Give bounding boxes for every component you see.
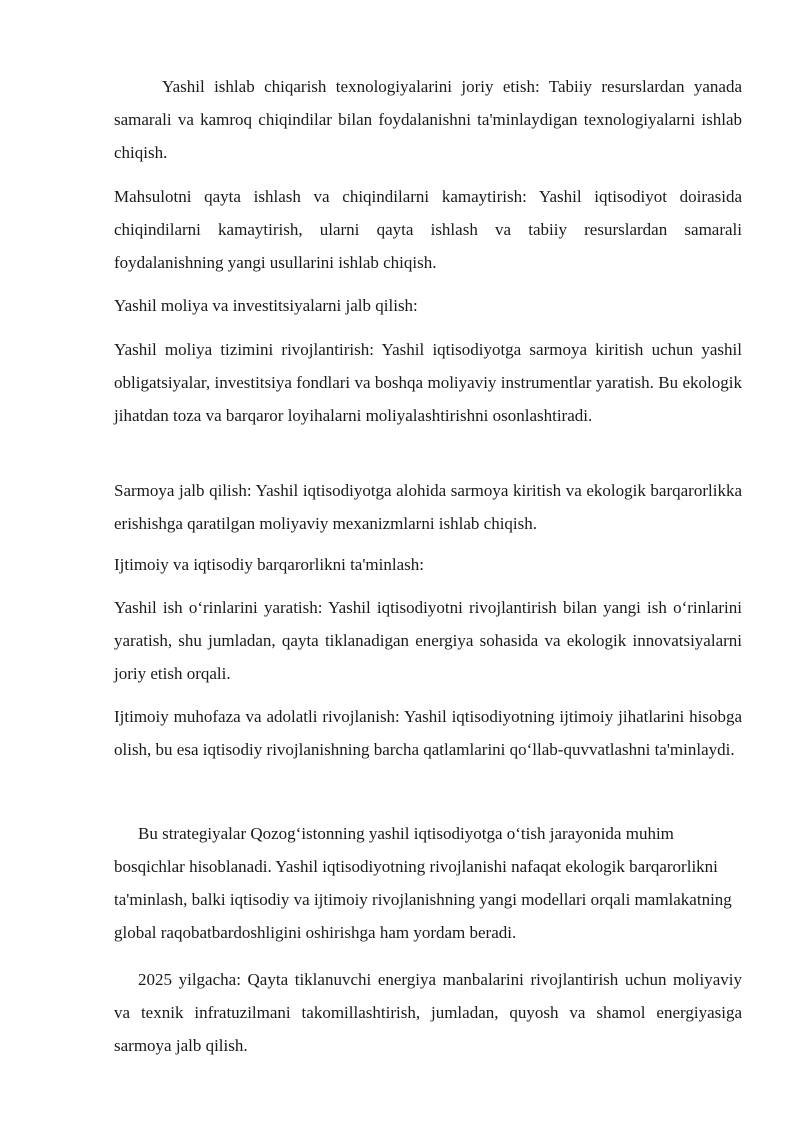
- paragraph-social-protection: Ijtimoiy muhofaza va adolatli rivojlanish: Yashil iqtisodiyotning ijtimoiy jihatlarini hisobga olish, bu esa iqtisodiy rivojlanishning barcha qatlamlarini qo‘llab-quvvatlashni ta'minlaydi.: [114, 707, 742, 760]
- paragraph-green-jobs: Yashil ish o‘rinlarini yaratish: Yashil iqtisodiyotni rivojlantirish bilan yangi ish o‘rinlarini yaratish, shu jumladan, qayta tiklanadigan energiya sohasida va ekologik innovatsiyalarni joriy etish orqali.: [114, 598, 742, 684]
- paragraph-green-finance-system: Yashil moliya tizimini rivojlantirish: Yashil iqtisodiyotga sarmoya kiritish uchun yashil obligatsiyalar, investitsiya fondlari va boshqa moliyaviy instrumentlar yaratish. Bu ekologik jihatdan toza va barqaror loyihalarni moliyalashtirishni osonlashtiradi.: [114, 340, 742, 426]
- paragraph-strategies-conclusion: Bu strategiyalar Qozog‘istonning yashil iqtisodiyotga o‘tish jarayonida muhim bosqichlar hisoblanadi. Yashil iqtisodiyotning rivojlanishi nafaqat ekologik barqarorlikni ta'minlash, balki iqtisodiy va ijtimoiy rivojlanishning yangi modellari orqali mamlakatning global raqobatbardoshligini oshirishga ham yordam beradi.: [114, 824, 732, 943]
- heading-social-economic-stability: Ijtimoiy va iqtisodiy barqarorlikni ta'minlash:: [114, 555, 424, 574]
- paragraph-recycling-waste-reduction: Mahsulotni qayta ishlash va chiqindilarni kamaytirish: Yashil iqtisodiyot doirasida chiqindilarni kamaytirish, ularni qayta ishlash va tabiiy resurslardan samarali foydalanishning yangi usullarini ishlab chiqish.: [114, 187, 742, 273]
- paragraph-attracting-investment: Sarmoya jalb qilish: Yashil iqtisodiyotga alohida sarmoya kiritish va ekologik barqarorlikka erishishga qaratilgan moliyaviy mexanizmlarni ishlab chiqish.: [114, 481, 742, 534]
- heading-green-finance-investment: Yashil moliya va investitsiyalarni jalb qilish:: [114, 296, 418, 315]
- paragraph-2025-goal: 2025 yilgacha: Qayta tiklanuvchi energiya manbalarini rivojlantirish uchun moliyaviy va texnik infratuzilmani takomillashtirish, jumladan, quyosh va shamol energiyasiga sarmoya jalb qilish.: [114, 970, 742, 1056]
- paragraph-green-production-technologies: Yashil ishlab chiqarish texnologiyalarini joriy etish: Tabiiy resurslardan yanada samarali va kamroq chiqindilar bilan foydalanishni ta'minlaydigan texnologiyalarni ishlab chiqish.: [114, 77, 742, 163]
